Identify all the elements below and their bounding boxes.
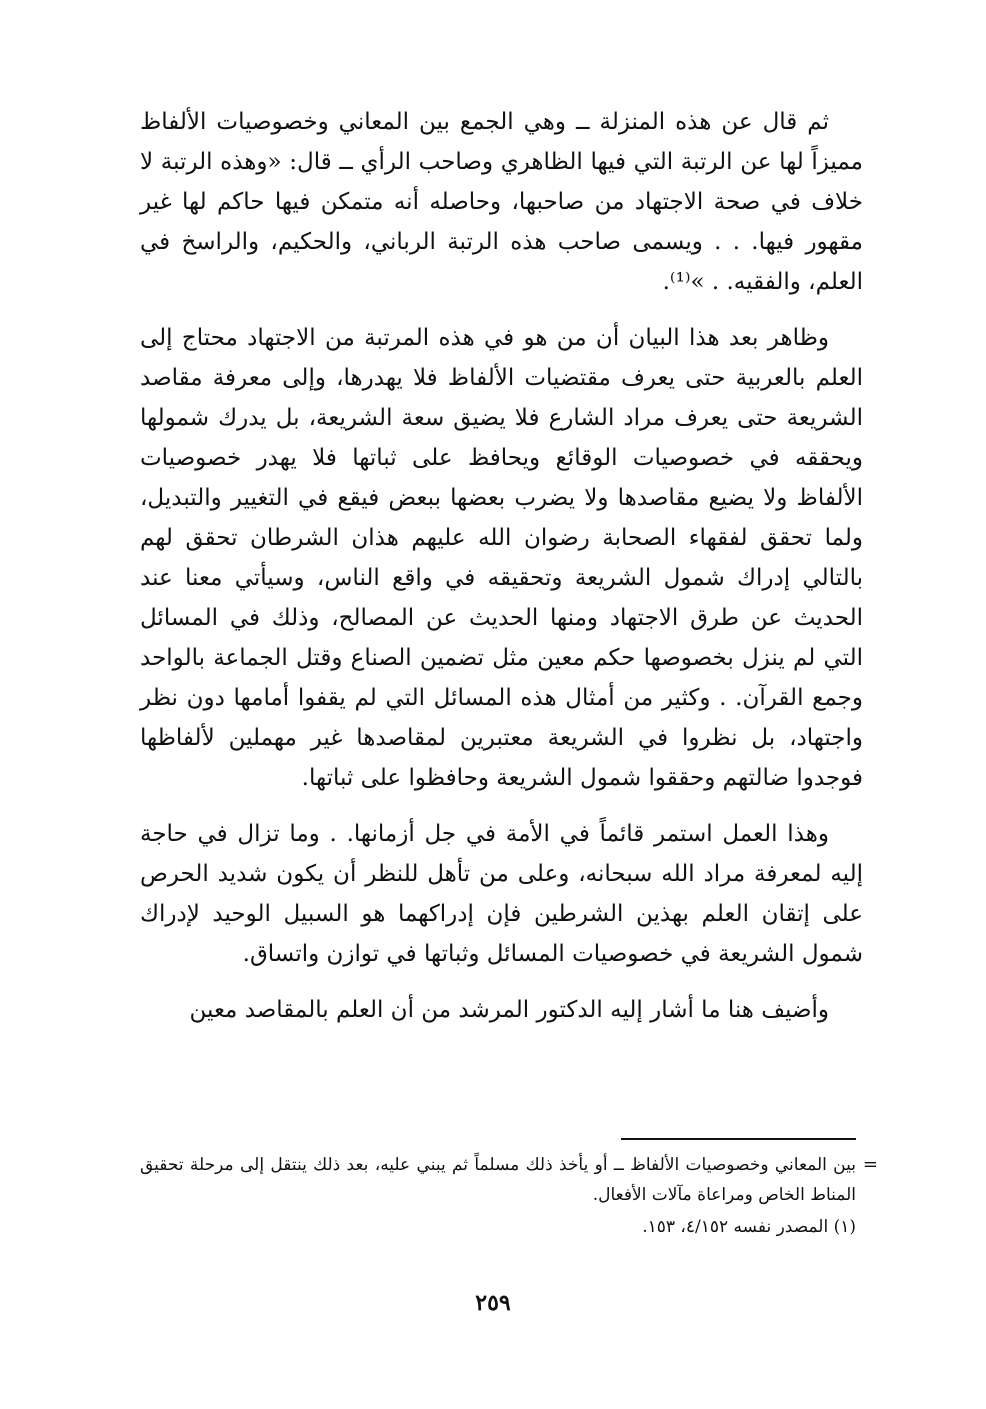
paragraph-2: وظاهر بعد هذا البيان أن من هو في هذه المرتبة من الاجتهاد محتاج إلى العلم بالعربية حتى يعرف مقتضيات الألفاظ فلا يهدرها، وإلى معرفة مقاصد الشريعة حتى يعرف مراد الشارع فلا يضيق سعة الشريعة، بل يدرك شمولها ويحققه في خصوصيات الوقائع ويحافظ على ثباتها فلا يهدر خصوصيات الألفاظ ولا يضيع مقاصدها ولا يضرب بعضها ببعض فيقع في التغيير والتبديل، ولما تحقق لفقهاء الصحابة رضوان الله عليهم هذان الشرطان تحقق لهم بالتالي إدراك شمول الشريعة وتحقيقه في واقع الناس، وسيأتي معنا عند الحديث عن طرق الاجتهاد ومنها الحديث عن المصالح، وذلك في المسائل التي لم ينزل بخصوصها حكم معين مثل تضمين الصناع وقتل الجماعة بالواحد وجمع القرآن. . وكثير من أمثال هذه المسائل التي لم يقفوا أمامها دون نظر واجتهاد، بل نظروا في الشريعة معتبرين لمقاصدها غير مهملين لألفاظها فوجدوا ضالتهم وحققوا شمول الشريعة وحافظوا على ثباتها. [140, 325, 863, 791]
paragraph-1: ثم قال عن هذه المنزلة ــ وهي الجمع بين المعاني وخصوصيات الألفاظ مميزاً لها عن الرتبة التي فيها الظاهري وصاحب الرأي ــ قال: «وهذه الرتبة لا خلاف في صحة الاجتهاد من صاحبها، وحاصله أنه متمكن فيها حاكم لها غير مقهور فيها. . . ويسمى صاحب هذه الرتبة الرباني، والحكيم، والراسخ في العلم، والفقيه. . »⁽¹⁾. [140, 109, 863, 295]
footnotes [140, 1150, 878, 1242]
page-number: ٢٥٩ [475, 1290, 511, 1316]
footnote-separator-rule [621, 1138, 856, 1140]
footnote-continuation-marker: = [862, 1154, 878, 1175]
footnote-continuation-text: بين المعاني وخصوصيات الألفاظ ــ أو يأخذ ذلك مسلماً ثم يبني عليه، بعد ذلك ينتقل إلى مرحلة تحقيق المناط الخاص ومراعاة مآلات الأفعال. [140, 1155, 856, 1205]
paragraph-3: وهذا العمل استمر قائماً في الأمة في جل أزمانها. . وما تزال في حاجة إليه لمعرفة مراد الله سبحانه، وعلى من تأهل للنظر أن يكون شديد الحرص على إتقان العلم بهذين الشرطين فإن إدراكهما هو السبيل الوحيد لإدراك شمول الشريعة في خصوصيات المسائل وثباتها في توازن واتساق. [140, 821, 863, 967]
footnote-continuation [140, 1150, 878, 1210]
footnote-1: (١) المصدر نفسه ٤/١٥٢، ١٥٣. [642, 1217, 856, 1237]
main-text-block [140, 102, 863, 1030]
paragraph-4: وأضيف هنا ما أشار إليه الدكتور المرشد من أن العلم بالمقاصد معين [189, 997, 829, 1023]
